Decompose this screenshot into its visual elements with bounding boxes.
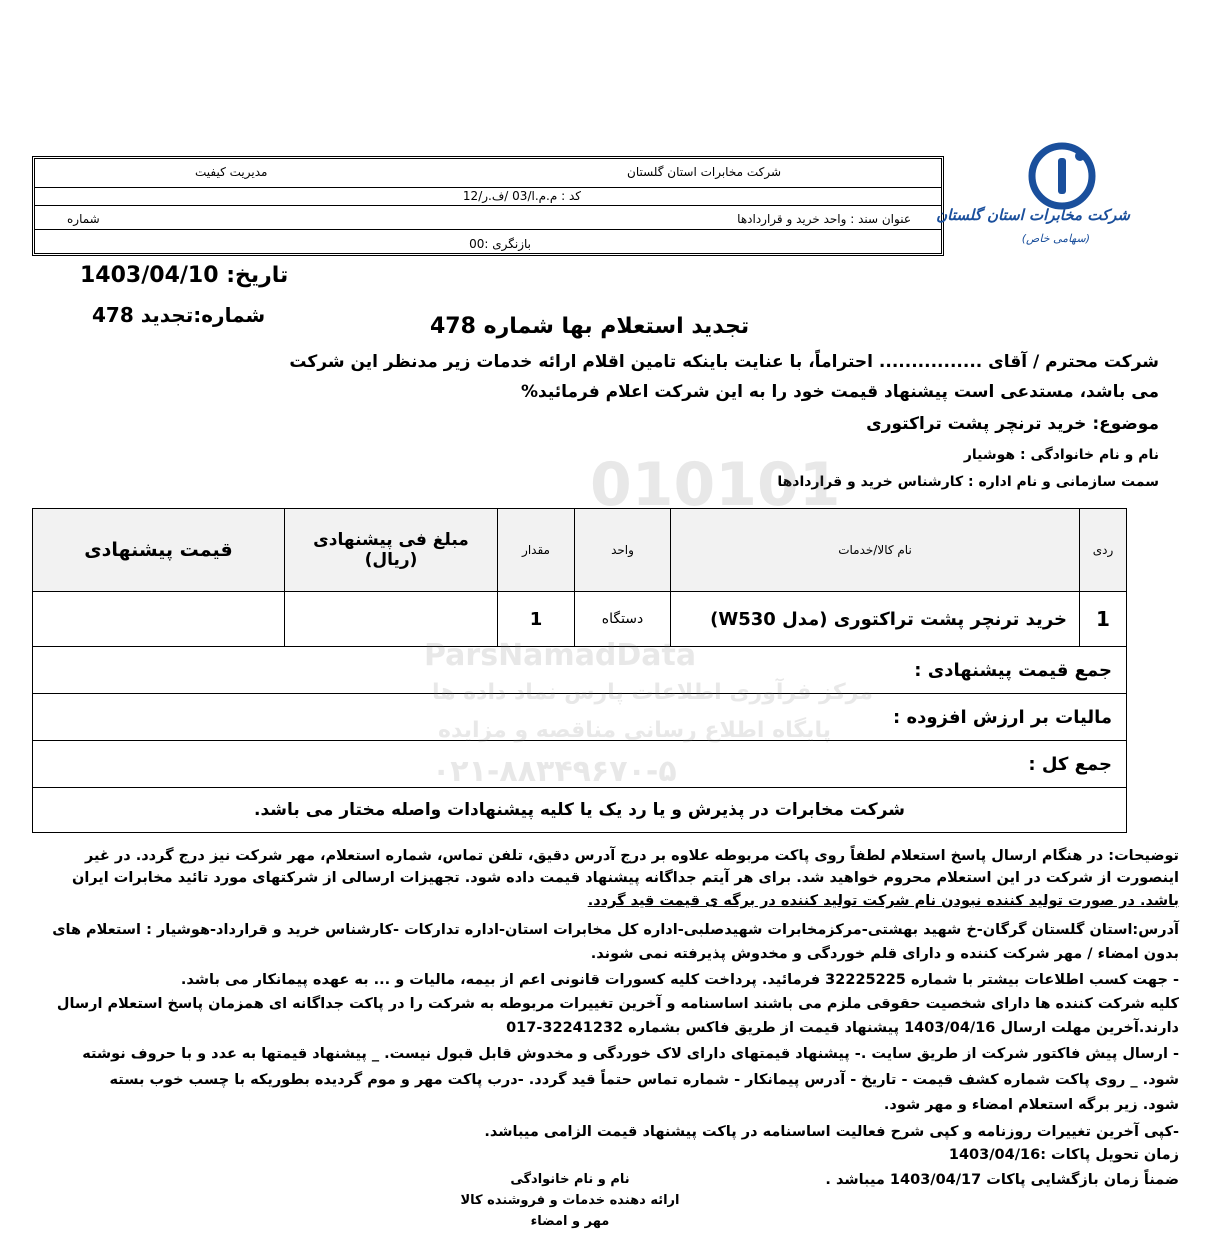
signature-name-label: نام و نام خانوادگی [510,1172,630,1187]
note-line: - ارسال پیش فاکتور شرکت از طریق سایت .- پیشنهاد قیمتهای دارای لاک خوردگی و مخدوش قابل قبول نیست. _ پیشنهاد قیمتها به عدد و با حروف نوشته [82,1046,1179,1062]
signature-provider-label: ارائه دهنده خدمات و فروشنده کالا [460,1193,680,1208]
header-unit-price-label: مبلغ فی پیشنهادی [313,530,469,550]
header-company: شرکت مخابرات استان گلستان [627,165,781,179]
row-offer-price[interactable] [33,592,285,647]
document-title: تجدید استعلام بها شماره 478 [430,314,750,339]
logo-name: شرکت مخابرات استان گلستان [936,206,1130,224]
note-line: -کپی آخرین تغییرات روزنامه و کپی شرح فعالیت اساسنامه در پاکت پیشنهاد قیمت الزامی میباشد. [484,1124,1179,1140]
header-unit: واحد [575,509,671,592]
header-doc-title: عنوان سند : واحد خرید و قراردادها [737,212,911,226]
total-label: جمع کل : [33,741,1127,788]
table-row [33,592,1127,647]
document-header [32,156,944,256]
watermark-phone: ۰۲۱-۸۸۳۴۹۶۷۰-۵ [432,754,677,789]
note-line: ضمناً زمان بازگشایی پاکات 1403/04/17 میباشد . [825,1172,1179,1188]
price-inquiry-table [32,508,1127,833]
header-code: کد : م.م.ا/03 /ف.ر/12 [462,189,581,203]
note-line: شود. _ روی پاکت شماره کشف قیمت - تاریخ - آدرس پیمانکار - شماره تماس حتماً قید گردد. -درب پاکت مهر و موم گردیده بطوریکه با چسب خوب بسته [109,1072,1179,1088]
signature-block [450,1172,690,1229]
row-number: 1 [1080,592,1127,647]
header-item-name: نام کالا/خدمات [671,509,1080,592]
header-number-label: شماره [67,212,100,226]
disclaimer: شرکت مخابرات در پذیرش و یا رد یک یا کلیه پیشنهادات واصله مختار می باشد. [33,788,1127,833]
date-line: تاریخ: 1403/04/10 [80,263,289,288]
watermark-digits: 010101 [590,450,841,520]
company-logo [936,140,1138,258]
header-quantity: مقدار [498,509,575,592]
note-line: توضیحات: در هنگام ارسال پاسخ استعلام لطفاً روی پاکت مربوطه علاوه بر درج آدرس دقیق، تلفن تماس، شماره استعلام، مهر شرکت نیز درج گردد. در غیر [84,848,1179,864]
name-line: نام و نام خانوادگی : هوشیار [963,447,1159,463]
header-offer-price: قیمت پیشنهادی [33,509,285,592]
header-department: مدیریت کیفیت [195,165,268,179]
position-line: سمت سازمانی و نام اداره : کارشناس خرید و قراردادها [777,474,1159,490]
intro-line-2: می باشد، مستدعی است پیشنهاد قیمت خود را به این شرکت اعلام فرمائید% [520,382,1159,402]
header-row-number: ردی [1080,509,1127,592]
table-header-row [33,509,1127,592]
logo-sub: (سهامی خاص) [1021,232,1090,245]
header-unit-price-currency: (ریال) [364,550,418,570]
note-line: آدرس:استان گلستان گرگان-خ شهید بهشتی-مرکزمخابرات شهیدصلبی-اداره کل مخابرات استان-اداره تدارکات -کارشناس خرید و قرارداد-هوشیار : استعلام های [52,922,1179,938]
watermark-line1: مرکز فرآوری اطلاعات پارس نماد داده ها [432,680,873,705]
row-quantity: 1 [498,592,575,647]
sum-row [33,647,1127,694]
disclaimer-row [33,788,1127,833]
header-revision: بازنگری :00 [469,237,531,251]
note-line: باشد. در صورت تولید کننده نبودن نام شرکت تولید کننده در برگه ی قیمت قید گردد. [587,893,1179,909]
row-unit-price[interactable] [285,592,498,647]
vat-row [33,694,1127,741]
vat-label: مالیات بر ارزش افزوده : [33,694,1127,741]
header-unit-price [285,509,498,592]
note-line: کلیه شرکت کننده ها دارای شخصیت حقوقی ملزم می باشند اساسنامه و آخرین تغییرات مربوطه به شرکت را در پاکت جداگانه ای همزمان پاسخ استعلام ارسال [56,996,1179,1012]
row-item-name: خرید ترنچر پشت تراکتوری (مدل W530) [671,592,1080,647]
watermark-brand: ParsNamadData [424,638,697,673]
note-line: زمان تحویل پاکات :1403/04/16 [948,1147,1179,1163]
subject-line: موضوع: خرید ترنچر پشت تراکتوری [866,414,1159,434]
row-unit: دستگاه [575,592,671,647]
intro-line-1: شرکت محترم / آقای ................ احتراماً، با عنایت باینکه تامین اقلام ارائه خدمات زیر مدنظر این شرکت [289,352,1159,372]
note-line: - جهت کسب اطلاعات بیشتر با شماره 32225225 فرمائید. پرداخت کلیه کسورات قانونی اعم از بیمه، مالیات و ... به عهده پیمانکار می باشد. [180,972,1179,988]
note-line: شود. زیر برگه استعلام امضاء و مهر شود. [883,1097,1179,1113]
signature-stamp-label: مهر و امضاء [530,1214,610,1229]
sum-label: جمع قیمت پیشنهادی : [33,647,1127,694]
number-line: شماره:تجدید 478 [92,303,266,327]
note-line: بدون امضاء / مهر شرکت کننده و دارای قلم خوردگی و مخدوش پذیرفته نمی شوند. [590,946,1179,962]
note-line: دارند.آخرین مهلت ارسال 1403/04/16 پیشنهاد قیمت از طریق فاکس بشماره 32241232-017 [506,1020,1179,1036]
total-row [33,741,1127,788]
note-line: اینصورت از شرکت در این استعلام محروم خواهید شد. برای هر آیتم جداگانه پیشنهاد قیمت داده شود. تجهیزات ارسالی از شرکتهای مورد تائید مخابرات ایران [71,870,1179,886]
watermark-line2: پایگاه اطلاع رسانی مناقصه و مزایده [438,718,831,743]
